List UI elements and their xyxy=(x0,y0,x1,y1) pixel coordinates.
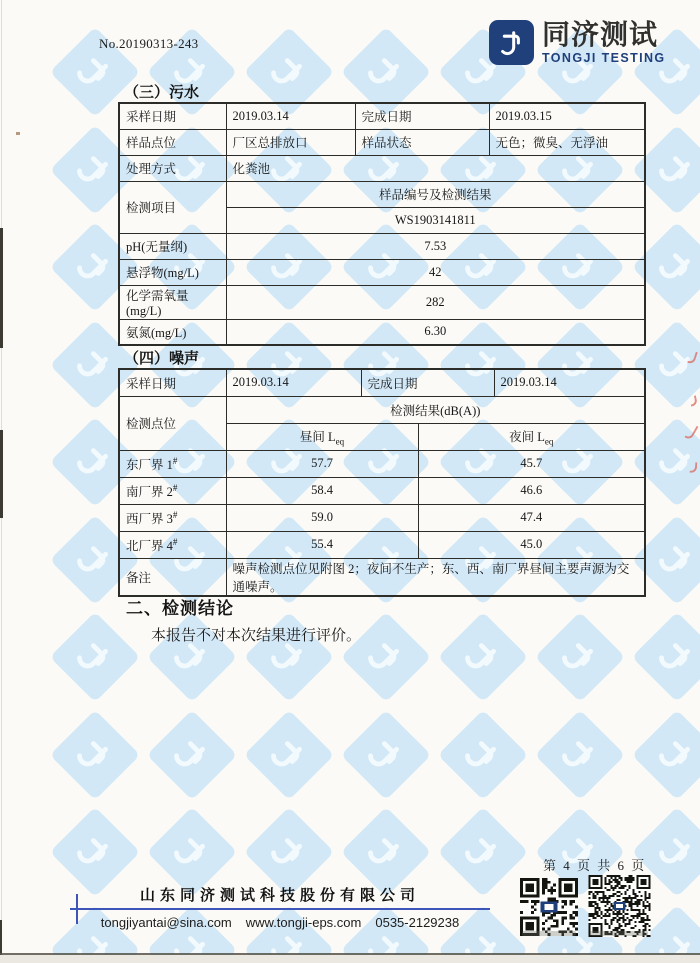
tongji-logo xyxy=(489,20,666,65)
day-value: 55.4 xyxy=(226,531,418,558)
result-value: 6.30 xyxy=(226,319,645,345)
result-item: 氨氮(mg/L) xyxy=(119,319,226,345)
noise-point xyxy=(119,504,226,531)
point-superscript: # xyxy=(172,455,178,466)
sample-state-label: 样品状态 xyxy=(355,129,489,155)
result-item: pH(无量纲) xyxy=(119,233,226,259)
point-label: 检测点位 xyxy=(119,396,226,450)
sampling-date-value: 2019.03.14 xyxy=(226,369,361,396)
footer-phone: 0535-2129238 xyxy=(375,915,460,930)
wastewater-table xyxy=(118,102,646,346)
table-row xyxy=(119,103,645,129)
completion-date-value: 2019.03.14 xyxy=(494,369,645,396)
result-item: 悬浮物(mg/L) xyxy=(119,259,226,285)
day-column-header xyxy=(226,423,418,450)
remark-label: 备注 xyxy=(119,558,226,596)
footer-contact xyxy=(70,915,490,930)
qr-code-right xyxy=(587,875,652,937)
day-value: 57.7 xyxy=(226,450,418,477)
sample-location-label: 样品点位 xyxy=(119,129,226,155)
night-value: 45.7 xyxy=(418,450,645,477)
completion-date-label: 完成日期 xyxy=(361,369,494,396)
footer-email: tongjiyantai@sina.com xyxy=(100,915,232,930)
result-value: 42 xyxy=(226,259,645,285)
day-label: 昼间 L xyxy=(299,429,336,444)
noise-point xyxy=(119,531,226,558)
day-value: 59.0 xyxy=(226,504,418,531)
completion-date-value: 2019.03.15 xyxy=(489,103,645,129)
logo-text xyxy=(542,20,666,65)
page-indicator: 第 4 页 共 6 页 xyxy=(543,858,647,873)
report-number: No.20190313-243 xyxy=(99,36,199,51)
table-row xyxy=(119,396,645,423)
qr-code-left-image xyxy=(520,878,578,936)
sample-state-value: 无色；微臭、无浮油 xyxy=(489,129,645,155)
sample-id: WS1903141811 xyxy=(226,207,645,233)
sampling-date-label: 采样日期 xyxy=(119,103,226,129)
noise-point xyxy=(119,477,226,504)
noise-table xyxy=(118,368,646,597)
tj-monogram-glyph xyxy=(495,26,529,60)
table-row xyxy=(119,285,645,319)
point-superscript: # xyxy=(172,482,178,493)
logo-title-en: TONGJI TESTING xyxy=(542,51,666,65)
table-row xyxy=(119,558,645,596)
point-superscript: # xyxy=(172,536,178,547)
point-superscript: # xyxy=(172,509,178,520)
tj-monogram-icon xyxy=(489,20,534,65)
result-value: 282 xyxy=(226,285,645,319)
red-pen-mark xyxy=(689,395,698,406)
point-name: 北厂界 4 xyxy=(126,538,173,553)
section-title-wastewater: （三）污水 xyxy=(124,84,200,101)
scan-bottom-band xyxy=(0,955,700,963)
noise-point xyxy=(119,450,226,477)
table-row xyxy=(119,155,645,181)
night-value: 45.0 xyxy=(418,531,645,558)
leq-subscript: eq xyxy=(335,436,345,447)
completion-date-label: 完成日期 xyxy=(355,103,489,129)
logo-title-cn: 同济测试 xyxy=(542,19,659,50)
scan-edge-segment xyxy=(0,430,3,518)
section-title-noise: （四）噪声 xyxy=(124,350,200,367)
table-row xyxy=(119,259,645,285)
table-row xyxy=(119,531,645,558)
table-row xyxy=(119,181,645,207)
qr-caption-smudge xyxy=(522,931,576,936)
conclusion-body: 本报告不对本次结果进行评价。 xyxy=(151,628,362,644)
table-row xyxy=(119,129,645,155)
table-row xyxy=(119,319,645,345)
point-name: 南厂界 2 xyxy=(126,484,173,499)
sampling-date-value: 2019.03.14 xyxy=(226,103,355,129)
leq-subscript: eq xyxy=(544,436,554,447)
treatment-value: 化粪池 xyxy=(226,155,645,181)
noise-results-header: 检测结果(dB(A)) xyxy=(226,396,645,423)
footer-rule xyxy=(70,908,490,910)
result-value: 7.53 xyxy=(226,233,645,259)
table-row xyxy=(119,504,645,531)
sample-location-value: 厂区总排放口 xyxy=(226,129,355,155)
footer-website: www.tongji-eps.com xyxy=(245,915,362,930)
red-pen-mark xyxy=(690,462,698,474)
treatment-label: 处理方式 xyxy=(119,155,226,181)
night-column-header xyxy=(418,423,645,450)
table-row xyxy=(119,369,645,396)
remark-text: 噪声检测点位见附图 2；夜间不生产；东、西、南厂界昼间主要声源为交通噪声。 xyxy=(226,558,645,596)
day-value: 58.4 xyxy=(226,477,418,504)
table-row xyxy=(119,450,645,477)
red-pen-mark xyxy=(687,350,698,365)
point-name: 西厂界 3 xyxy=(126,511,173,526)
qr-code-left xyxy=(520,878,578,936)
footer-company-name: 山东同济测试科技股份有限公司 xyxy=(139,887,420,904)
point-name: 东厂界 1 xyxy=(126,457,173,472)
table-row xyxy=(119,233,645,259)
table-row xyxy=(119,477,645,504)
result-item: 化学需氧量(mg/L) xyxy=(119,285,226,319)
night-value: 47.4 xyxy=(418,504,645,531)
qr-caption-smudge xyxy=(590,931,648,936)
red-pen-mark xyxy=(684,423,698,440)
night-label: 夜间 L xyxy=(509,429,545,444)
result-header: 样品编号及检测结果 xyxy=(226,181,645,207)
scan-edge-segment xyxy=(0,228,3,348)
conclusion-heading: 二、检测结论 xyxy=(126,599,234,618)
scan-speck xyxy=(16,132,20,135)
item-label: 检测项目 xyxy=(119,181,226,233)
sampling-date-label: 采样日期 xyxy=(119,369,226,396)
qr-code-right-image xyxy=(587,875,652,937)
night-value: 46.6 xyxy=(418,477,645,504)
